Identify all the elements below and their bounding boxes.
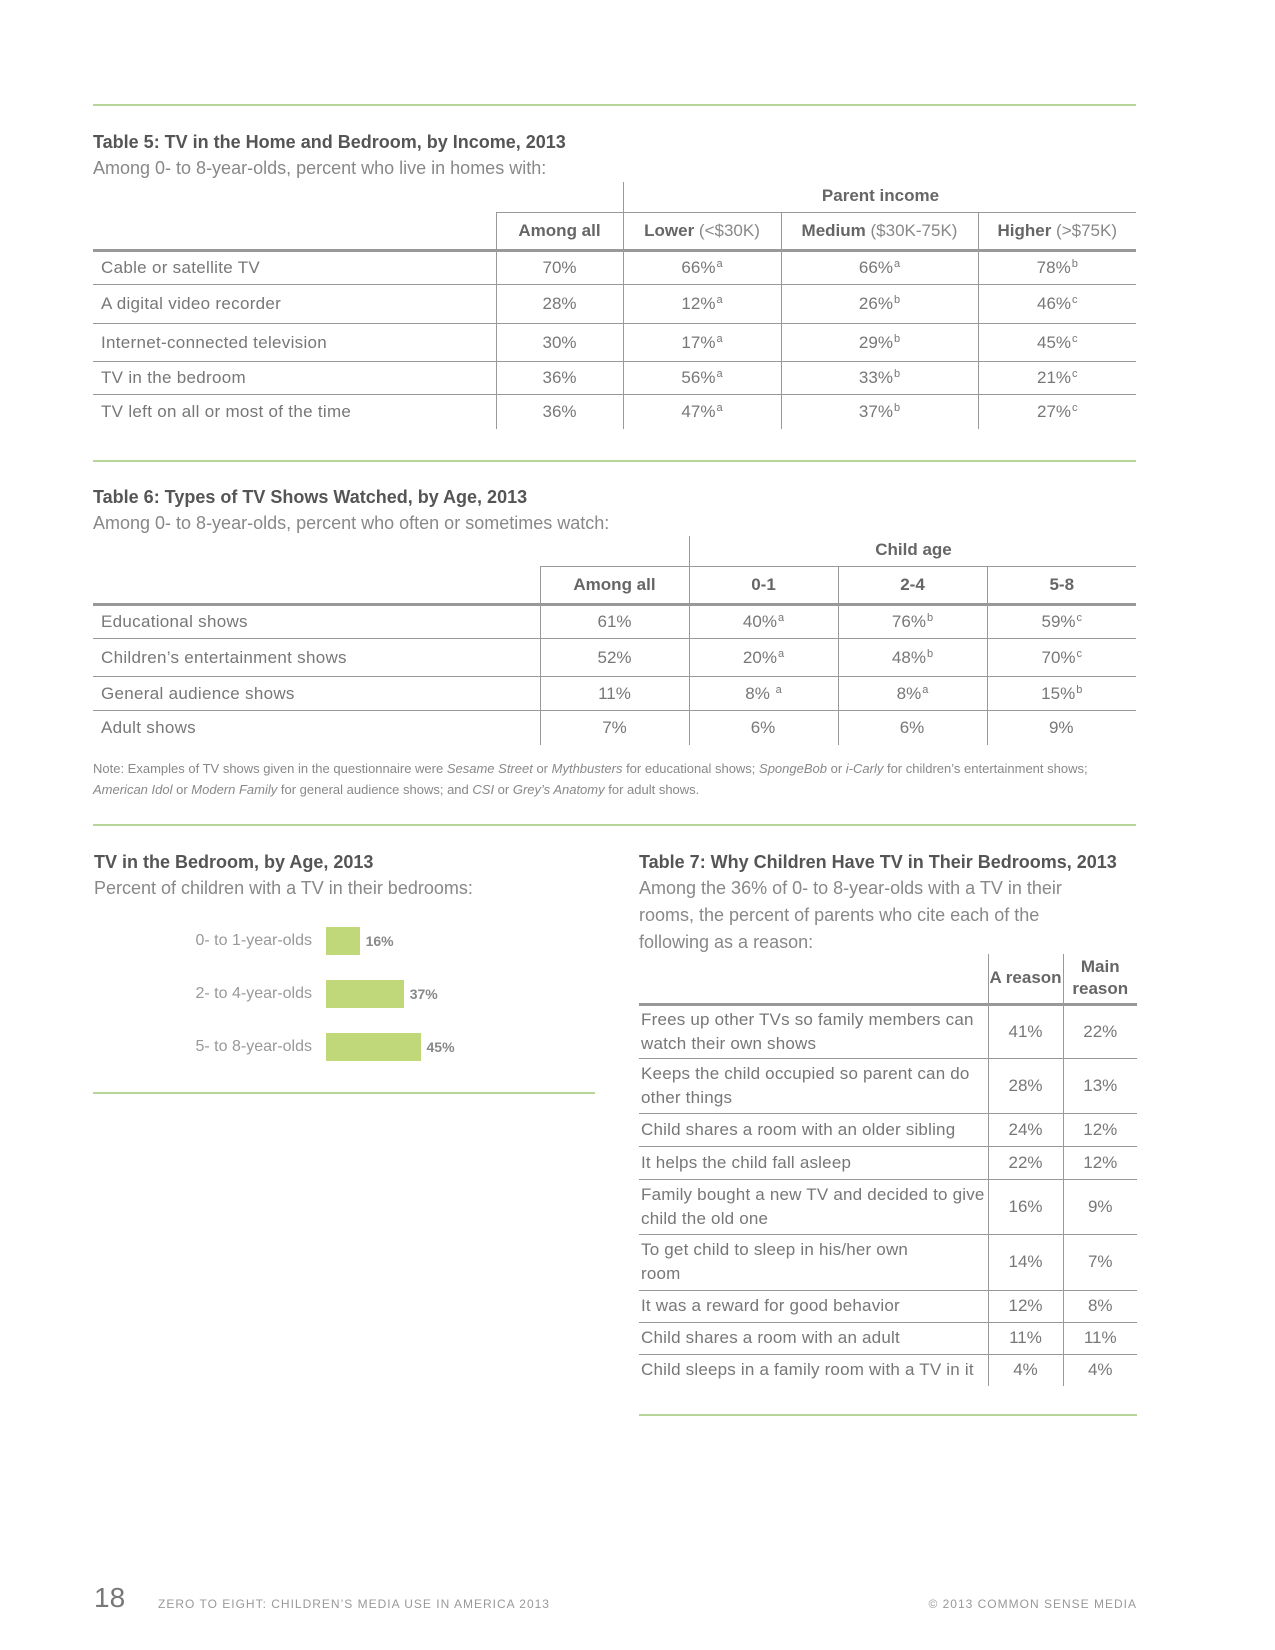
row-label: Keeps the child occupied so parent can do other things <box>641 1063 970 1107</box>
row-label: Child sleeps in a family room with a TV in it <box>641 1360 974 1380</box>
cell-age-5-8: 59%$^c$ <box>987 605 1136 639</box>
table5-title: Table 5: TV in the Home and Bedroom, by Income, 2013 <box>93 132 566 152</box>
chart-subtitle: Percent of children with a TV in their bedrooms: <box>94 878 473 898</box>
table5-group-header: Parent income <box>623 182 1137 212</box>
table-row <box>639 1290 1137 1322</box>
cell-age-2-4: 6% <box>838 711 987 745</box>
cell-main-reason: 12% <box>1063 1146 1137 1179</box>
cell-a-reason: 24% <box>988 1113 1063 1146</box>
cell-higher: 27%$^c$ <box>978 395 1136 429</box>
cell-all: 36% <box>496 395 623 429</box>
cell-all: 70% <box>496 251 623 285</box>
cell-all: 7% <box>540 711 689 745</box>
table6-title: Table 6: Types of TV Shows Watched, by Age, 2013 <box>93 487 528 507</box>
cell-medium: 29%$^b$ <box>781 324 978 362</box>
cell-age-2-4: 8%$^a$ <box>838 677 987 711</box>
cell-all: 52% <box>540 639 689 677</box>
bar-value-label: 16% <box>365 933 394 949</box>
cell-all: 36% <box>496 362 623 395</box>
cell-higher: 46%$^c$ <box>978 285 1136 324</box>
cell-age-0-1: 40%$^a$ <box>689 605 838 639</box>
cell-main-reason: 7% <box>1063 1234 1137 1290</box>
cell-lower: 12%$^a$ <box>623 285 781 324</box>
table7-header-row <box>639 954 1137 1004</box>
cell-main-reason: 12% <box>1063 1113 1137 1146</box>
table7-col-a-reason: A reason <box>988 954 1063 1004</box>
row-label: Educational shows <box>101 612 248 631</box>
row-label: Child shares a room with an adult <box>641 1328 900 1347</box>
table5-col-all: Among all <box>496 213 623 251</box>
cell-a-reason: 16% <box>988 1179 1063 1234</box>
row-label: General audience shows <box>101 683 295 703</box>
row-label: TV in the bedroom <box>101 368 246 387</box>
table-row <box>639 1058 1137 1113</box>
table6-group-header: Child age <box>689 536 1137 566</box>
section-divider <box>93 1092 595 1094</box>
bar-category-label: 2- to 4-year-olds <box>195 985 312 1002</box>
row-label: It helps the child fall asleep <box>641 1152 852 1172</box>
cell-age-0-1: 6% <box>689 711 838 745</box>
cell-a-reason: 41% <box>988 1004 1063 1058</box>
cell-higher: 78%$^b$ <box>978 251 1136 285</box>
table-row <box>639 1354 1137 1386</box>
cell-a-reason: 22% <box>988 1146 1063 1179</box>
bar-value-label: 45% <box>426 1039 455 1055</box>
cell-age-2-4: 76%$^b$ <box>838 605 987 639</box>
bar-category-label: 0- to 1-year-olds <box>195 932 312 949</box>
bar <box>326 1033 421 1061</box>
cell-lower: 47%$^a$ <box>623 395 781 429</box>
row-label: Frees up other TVs so family members can watch their own shows <box>641 1009 974 1053</box>
table-row <box>639 1004 1137 1058</box>
row-label: Cable or satellite TV <box>101 258 261 277</box>
row-label: A digital video recorder <box>101 294 282 313</box>
cell-age-5-8: 15%$^b$ <box>987 677 1136 711</box>
row-label: Internet-connected television <box>101 332 328 352</box>
row-label: It was a reward for good behavior <box>641 1296 900 1315</box>
cell-higher: 45%$^c$ <box>978 324 1136 362</box>
table5-col-medium: Medium ($30K-75K) <box>781 213 978 251</box>
row-label: Children’s entertainment shows <box>101 647 347 667</box>
table6-col-2-4: 2-4 <box>838 567 987 605</box>
cell-all: 28% <box>496 285 623 324</box>
table6-col-all: Among all <box>540 567 689 605</box>
row-label: Child shares a room with an older sibling <box>641 1119 956 1139</box>
table5-subtitle: Among 0- to 8-year-olds, percent who live in homes with: <box>93 158 547 178</box>
row-label: To get child to sleep in his/her own room <box>641 1240 909 1283</box>
cell-main-reason: 8% <box>1063 1290 1137 1322</box>
row-label: TV left on all or most of the time <box>101 401 352 421</box>
cell-main-reason: 4% <box>1063 1354 1137 1386</box>
section-divider <box>639 1414 1137 1416</box>
table7-col-main-reason: Main reason <box>1063 954 1137 1004</box>
cell-a-reason: 12% <box>988 1290 1063 1322</box>
cell-age-5-8: 70%$^c$ <box>987 639 1136 677</box>
table7-title: Table 7: Why Children Have TV in Their Bedrooms, 2013 <box>639 852 1117 872</box>
footer-copyright: © 2013 COMMON SENSE MEDIA <box>928 1597 1137 1611</box>
cell-medium: 66%$^a$ <box>781 251 978 285</box>
cell-lower: 56%$^a$ <box>623 362 781 395</box>
table-row <box>639 1234 1137 1290</box>
cell-main-reason: 11% <box>1063 1322 1137 1354</box>
table-row <box>639 1322 1137 1354</box>
cell-main-reason: 9% <box>1063 1179 1137 1234</box>
table7-subtitle: Among the 36% of 0- to 8-year-olds with a TV in their rooms, the percent of parents who cite each of the following as a reason: <box>639 878 1062 952</box>
table-row <box>639 1113 1137 1146</box>
table6-col-0-1: 0-1 <box>689 567 838 605</box>
cell-medium: 37%$^b$ <box>781 395 978 429</box>
bar <box>326 980 404 1008</box>
cell-age-0-1: 20%$^a$ <box>689 639 838 677</box>
bar-value-label: 37% <box>409 986 438 1002</box>
row-label: Adult shows <box>101 717 196 737</box>
cell-age-5-8: 9% <box>987 711 1136 745</box>
chart-title: TV in the Bedroom, by Age, 2013 <box>94 852 374 872</box>
cell-all: 30% <box>496 324 623 362</box>
cell-all: 61% <box>540 605 689 639</box>
cell-a-reason: 4% <box>988 1354 1063 1386</box>
table-row <box>639 1179 1137 1234</box>
table6-note: Note: Examples of TV shows given in the questionnaire were Sesame Street or Mythbusters for educational shows; SpongeBob or i-Carly for children’s entertainment shows; American Idol or Modern Family for general audience shows; and CSI or Grey’s Anatomy for adult shows. <box>93 761 1088 797</box>
cell-main-reason: 22% <box>1063 1004 1137 1058</box>
cell-medium: 33%$^b$ <box>781 362 978 395</box>
table6-subtitle: Among 0- to 8-year-olds, percent who often or sometimes watch: <box>93 513 610 533</box>
cell-a-reason: 28% <box>988 1058 1063 1113</box>
cell-age-2-4: 48%$^b$ <box>838 639 987 677</box>
cell-lower: 17%$^a$ <box>623 324 781 362</box>
cell-lower: 66%$^a$ <box>623 251 781 285</box>
table5-col-higher: Higher (>$75K) <box>978 213 1136 251</box>
cell-medium: 26%$^b$ <box>781 285 978 324</box>
row-label: Family bought a new TV and decided to give child the old one <box>641 1184 985 1228</box>
bar-category-label: 5- to 8-year-olds <box>195 1038 312 1055</box>
table-row <box>639 1146 1137 1179</box>
cell-higher: 21%$^c$ <box>978 362 1136 395</box>
table6-col-5-8: 5-8 <box>987 567 1136 605</box>
table5-col-lower: Lower (<$30K) <box>623 213 781 251</box>
cell-all: 11% <box>540 677 689 711</box>
footer-publication-title: ZERO TO EIGHT: CHILDREN’S MEDIA USE IN AMERICA 2013 <box>158 1597 550 1611</box>
bedroom-bar-chart <box>0 0 600 1100</box>
cell-a-reason: 11% <box>988 1322 1063 1354</box>
bar <box>326 927 360 955</box>
page-number: 18 <box>94 1582 126 1613</box>
cell-age-0-1: 8% $^a$ <box>689 677 838 711</box>
cell-main-reason: 13% <box>1063 1058 1137 1113</box>
table7 <box>639 954 1137 1386</box>
cell-a-reason: 14% <box>988 1234 1063 1290</box>
